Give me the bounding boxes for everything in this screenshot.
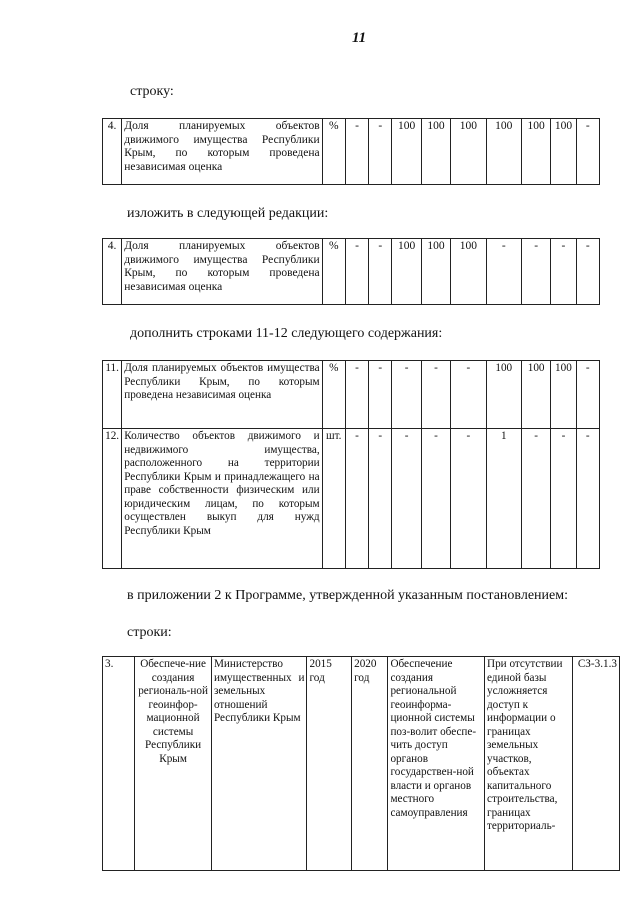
intro-line-4: в приложении 2 к Программе, утвержденной указанным постановлением: bbox=[127, 588, 568, 603]
unit-cell: шт. bbox=[322, 429, 345, 569]
value-cell: - bbox=[369, 239, 392, 305]
page-number: 11 bbox=[352, 30, 367, 46]
indicator-description: Доля планируемых объектов имущества Республики Крым, по которым проведена независимая оценка bbox=[122, 361, 322, 429]
table-row bbox=[103, 239, 600, 305]
table-rows-11-12 bbox=[102, 360, 600, 569]
end-year-cell: 2020 год bbox=[352, 657, 388, 871]
value-cell: 100 bbox=[521, 361, 550, 429]
value-cell: 100 bbox=[551, 119, 576, 185]
expected-result-cell: Обеспечение создания региональной геоинформа-ционной системы поз-волит обеспе-чить доступ органов государствен-ной власти и органов местного самоуправления bbox=[388, 657, 485, 871]
value-cell: - bbox=[451, 361, 486, 429]
value-cell: - bbox=[369, 119, 392, 185]
value-cell: 1 bbox=[486, 429, 521, 569]
intro-line-5: строки: bbox=[127, 625, 172, 640]
value-cell: - bbox=[551, 429, 576, 569]
unit-cell: % bbox=[322, 119, 345, 185]
value-cell: 100 bbox=[451, 119, 486, 185]
value-cell: - bbox=[576, 361, 599, 429]
intro-line-2: изложить в следующей редакции: bbox=[127, 206, 329, 221]
value-cell: 100 bbox=[421, 239, 450, 305]
table-row bbox=[103, 361, 600, 429]
value-cell: - bbox=[451, 429, 486, 569]
table-row bbox=[103, 657, 620, 871]
value-cell: - bbox=[392, 429, 421, 569]
value-cell: - bbox=[345, 119, 368, 185]
indicator-description: Доля планируемых объектов движимого имущества Республики Крым, по которым проведена независимая оценка bbox=[122, 239, 322, 305]
table-row bbox=[103, 429, 600, 569]
value-cell: - bbox=[369, 429, 392, 569]
value-cell: - bbox=[521, 239, 550, 305]
table-row bbox=[103, 119, 600, 185]
value-cell: 100 bbox=[486, 361, 521, 429]
row-number: 3. bbox=[103, 657, 135, 871]
value-cell: - bbox=[345, 239, 368, 305]
value-cell: 100 bbox=[392, 239, 421, 305]
value-cell: - bbox=[392, 361, 421, 429]
value-cell: - bbox=[421, 361, 450, 429]
value-cell: 100 bbox=[521, 119, 550, 185]
value-cell: 100 bbox=[486, 119, 521, 185]
value-cell: - bbox=[486, 239, 521, 305]
appendix-2-table bbox=[102, 656, 620, 871]
value-cell: - bbox=[576, 429, 599, 569]
row-number: 4. bbox=[103, 119, 122, 185]
value-cell: - bbox=[421, 429, 450, 569]
table-original-row-4 bbox=[102, 118, 600, 185]
consequences-cell: При отсутствии единой базы усложняется доступ к информации о границах земельных участков, объектах капитального строительства, границах территориаль- bbox=[484, 657, 572, 871]
row-number: 12. bbox=[103, 429, 122, 569]
row-number: 4. bbox=[103, 239, 122, 305]
value-cell: 100 bbox=[392, 119, 421, 185]
indicator-description: Доля планируемых объектов движимого имущества Республики Крым, по которым проведена независимая оценка bbox=[122, 119, 322, 185]
value-cell: - bbox=[576, 119, 599, 185]
executor-cell: Министерство имущественных и земельных отношений Республики Крым bbox=[211, 657, 307, 871]
value-cell: - bbox=[576, 239, 599, 305]
start-year-cell: 2015 год bbox=[307, 657, 352, 871]
value-cell: - bbox=[551, 239, 576, 305]
unit-cell: % bbox=[322, 239, 345, 305]
value-cell: - bbox=[369, 361, 392, 429]
row-number: 11. bbox=[103, 361, 122, 429]
intro-line-3: дополнить строками 11-12 следующего содержания: bbox=[130, 326, 443, 341]
unit-cell: % bbox=[322, 361, 345, 429]
value-cell: 100 bbox=[551, 361, 576, 429]
value-cell: 100 bbox=[421, 119, 450, 185]
code-cell: СЗ-3.1.3 bbox=[573, 657, 620, 871]
value-cell: 100 bbox=[451, 239, 486, 305]
task-cell: Обеспече-ние создания региональ-ной геоинфор-мационной системы Республики Крым bbox=[135, 657, 212, 871]
indicator-description: Количество объектов движимого и недвижимого имущества, расположенного на территории Республики Крым и принадлежащего на праве собственности физическим или юридическим лицам, по которым осуществлен выкуп для нужд Республики Крым bbox=[122, 429, 322, 569]
table-new-row-4 bbox=[102, 238, 600, 305]
intro-line-1: строку: bbox=[130, 84, 174, 99]
value-cell: - bbox=[521, 429, 550, 569]
value-cell: - bbox=[345, 361, 368, 429]
value-cell: - bbox=[345, 429, 368, 569]
